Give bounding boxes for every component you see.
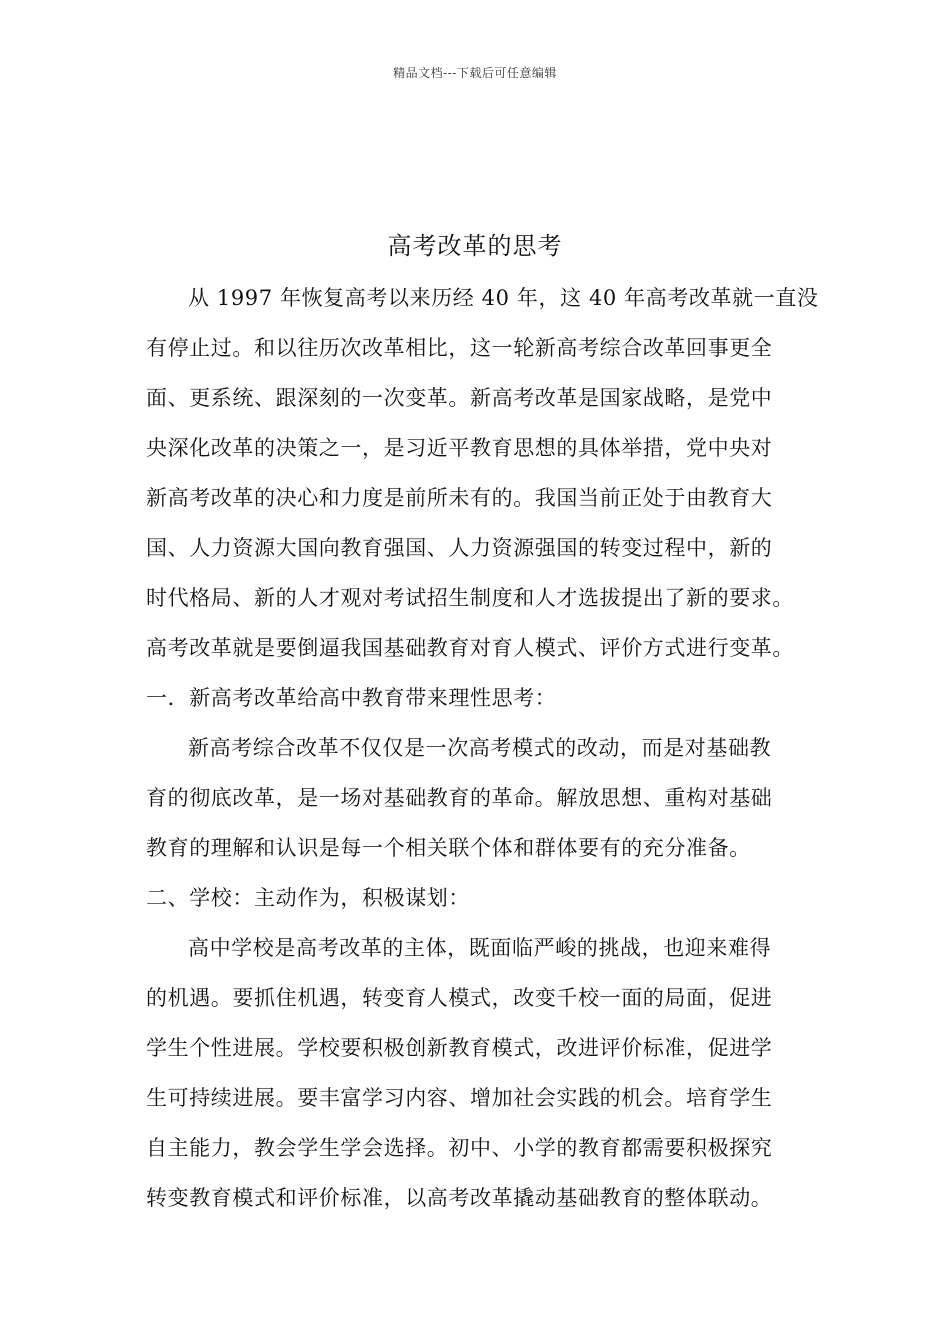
paragraph-line: 面、更系统、跟深刻的一次变革。新高考改革是国家战略，是党中: [146, 386, 773, 410]
paragraph-line: 育的彻底改革，是一场对基础教育的革命。解放思想、重构对基础: [146, 786, 773, 810]
paragraph-line: 时代格局、新的人才观对考试招生制度和人才选拔提出了新的要求。: [146, 586, 794, 610]
paragraph-line: 央深化改革的决策之一，是习近平教育思想的具体举措，党中央对: [146, 436, 773, 460]
paragraph-line: 有停止过。和以往历次改革相比，这一轮新高考综合改革回事更全: [146, 336, 773, 360]
paragraph-line: 新高考综合改革不仅仅是一次高考模式的改动，而是对基础教: [188, 736, 772, 760]
paragraph-line: 从 1997 年恢复高考以来历经 40 年，这 40 年高考改革就一直没: [188, 286, 819, 310]
paragraph-line: 新高考改革的决心和力度是前所未有的。我国当前正处于由教育大: [146, 486, 773, 510]
paragraph-line: 高中学校是高考改革的主体，既面临严峻的挑战，也迎来难得: [188, 936, 772, 960]
paragraph-line: 高考改革就是要倒逼我国基础教育对育人模式、评价方式进行变革。: [146, 636, 794, 660]
paragraph-line: 的机遇。要抓住机遇，转变育人模式，改变千校一面的局面，促进: [146, 986, 773, 1010]
section-heading-2: 二、学校：主动作为，积极谋划：: [146, 886, 470, 910]
paragraph-line: 学生个性进展。学校要积极创新教育模式，改进评价标准，促进学: [146, 1036, 773, 1060]
paragraph-line: 生可持续进展。要丰富学习内容、增加社会实践的机会。培育学生: [146, 1086, 773, 1110]
paragraph-line: 转变教育模式和评价标准，以高考改革撬动基础教育的整体联动。: [146, 1186, 773, 1210]
page-header: 精品文档---下载后可任意编辑: [393, 66, 557, 80]
paragraph-line: 教育的理解和认识是每一个相关联个体和群体要有的充分准备。: [146, 836, 751, 860]
paragraph-line: 国、人力资源大国向教育强国、人力资源强国的转变过程中，新的: [146, 536, 773, 560]
document-title: 高考改革的思考: [387, 232, 563, 260]
paragraph-line: 自主能力，教会学生学会选择。初中、小学的教育都需要积极探究: [146, 1136, 773, 1160]
section-heading-1: 一．新高考改革给高中教育带来理性思考：: [146, 686, 557, 710]
